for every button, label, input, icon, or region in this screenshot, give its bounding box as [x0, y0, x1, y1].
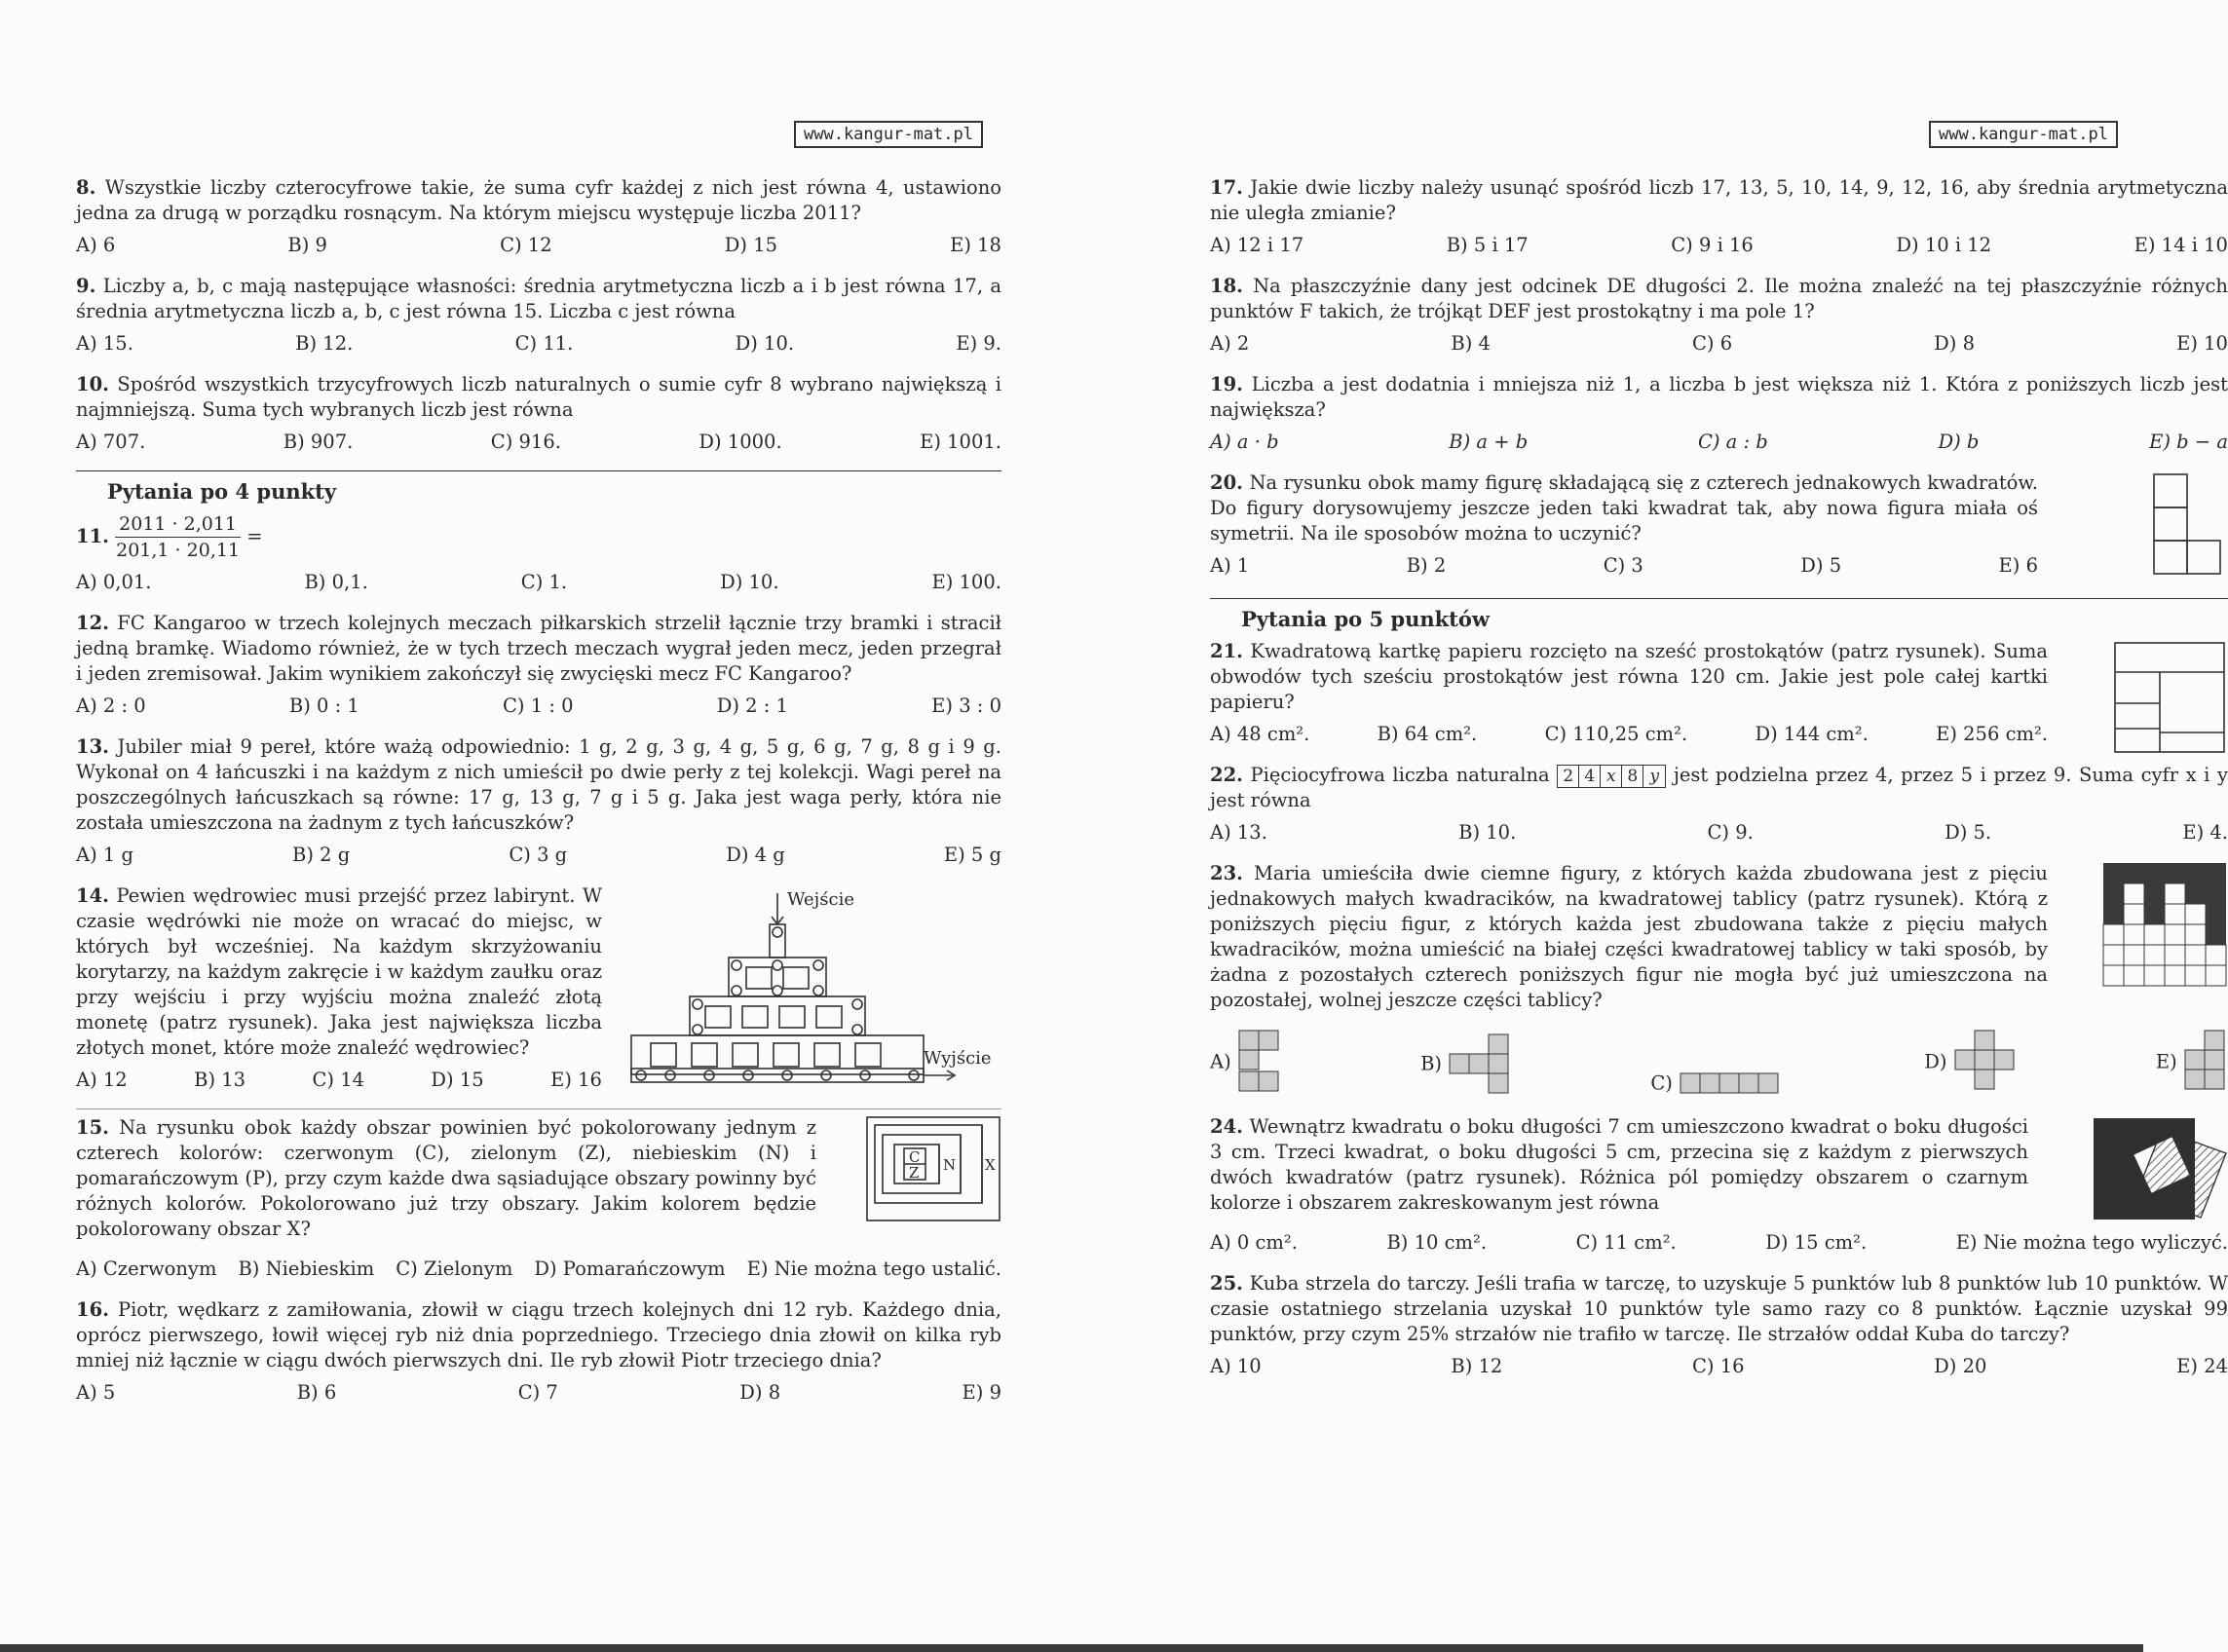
- entry-label: Wejście: [787, 889, 854, 910]
- section-5-points: Pytania po 5 punktów: [1210, 598, 2228, 631]
- answers-24: A) 0 cm². B) 10 cm². C) 11 cm². D) 15 cm². E) Nie można tego wyliczyć.: [1210, 1231, 2228, 1254]
- answers-21: A) 48 cm². B) 64 cm². C) 110,25 cm². D) 144 cm². E) 256 cm².: [1210, 723, 2048, 745]
- question-20-block: [1210, 470, 2228, 594]
- question-8: 8. Wszystkie liczby czterocyfrowe takie, że suma cyfr każdej z nich jest równa 4, ustawiono jedna za drugą w porządku rosnącym. Na którym miejscu występuje liczba 2011?: [76, 176, 1001, 224]
- question-24: 24. Wewnątrz kwadratu o boku długości 7 cm umieszczono kwadrat o boku długości 3 cm. Trzeci kwadrat, o boku długości 5 cm, przecina się z każdym z pierwszych dwóch kwadratów (patrz rysunek). Różnica pól pomiędzy obszarem o czarnym kolorze i obszarem zakreskowanym jest równa: [1210, 1115, 2028, 1214]
- pentomino-a: [1237, 1029, 1282, 1097]
- pentomino-c: [1679, 1071, 1786, 1097]
- option-e: E): [2156, 1029, 2228, 1097]
- question-25: 25. Kuba strzela do tarczy. Jeśli trafia w tarczę, to uzyskuje 5 punktów lub 8 punktów lub 10 punktów. W czasie ostatniego strzelania uzyskał 10 punktów tyle samo razy co 8 punktów. Łącznie uzyskał 99 punktów, przy czym 25% strzałów nie trafiło w tarczę. Ile strzałów oddał Kuba do tarczy?: [1210, 1272, 2228, 1345]
- question-18: 18. Na płaszczyźnie dany jest odcinek DE długości 2. Ile można znaleźć na tej płaszczyźnie różnych punktów F takich, że trójkąt DEF jest prostokątny i ma pole 1?: [1210, 275, 2228, 322]
- answers-16: A) 5 B) 6 C) 7 D) 8 E) 9: [76, 1381, 1001, 1404]
- left-page: [0, 0, 1072, 1652]
- option-b: B): [1420, 1032, 1512, 1097]
- answers-14: A) 12 B) 13 C) 14 D) 15 E) 16: [76, 1069, 602, 1091]
- labyrinth-figure: [631, 883, 1001, 1098]
- label-c: C: [909, 1148, 921, 1166]
- answers-22: A) 13. B) 10. C) 9. D) 5. E) 4.: [1210, 821, 2228, 844]
- question-15: 15. Na rysunku obok każdy obszar powinien być pokolorowany jednym z czterech kolorów: czerwonym (C), zielonym (Z), niebieskim (N) i pomarańczowym (P), przy czym każde dwa sąsiadujące obszary powinny być różnych kolorów. Pokolorowano już trzy obszary. Jakim kolorem będzie pokolorowany obszar X?: [76, 1116, 816, 1240]
- answers-25: A) 10 B) 12 C) 16 D) 20 E) 24: [1210, 1355, 2228, 1377]
- site-url: www.kangur-mat.pl: [794, 121, 983, 148]
- question-15-block: [76, 1108, 1001, 1250]
- label-z: Z: [909, 1164, 920, 1182]
- question-23-block: [1210, 861, 2228, 1021]
- question-24-block: [1210, 1114, 2228, 1223]
- answers-17: A) 12 i 17 B) 5 i 17 C) 9 i 16 D) 10 i 12 E) 14 i 10: [1210, 234, 2228, 256]
- question-21: 21. Kwadratową kartkę papieru rozcięto na sześć prostokątów (patrz rysunek). Suma obwodów tych sześciu prostokątów jest równa 120 cm. Jakie jest pole całej kartki papieru?: [1210, 640, 2048, 713]
- answers-20: A) 1 B) 2 C) 3 D) 5 E) 6: [1210, 554, 2038, 577]
- question-23: 23. Maria umieściła dwie ciemne figury, z których każda zbudowana jest z pięciu jednakowych małych kwadracików, na kwadratowej tablicy (patrz rysunek). Którą z poniższych pięciu figur, z których każda jest zbudowana także z pięciu małych kwadracików, można umieścić na białej części kwadratowej tablicy w taki sposób, by żadna z pozostałych czterech poniższych figur nie mogła być już umieszczona na pozostałej, wolnej jeszcze części tablicy?: [1210, 862, 2048, 1011]
- option-a: A): [1210, 1029, 1282, 1097]
- left-column: [76, 175, 1001, 1421]
- right-page: [1072, 0, 2228, 1652]
- pentomino-b: [1448, 1032, 1512, 1097]
- right-column: [1210, 175, 2228, 1395]
- fraction-11: $\frac{2011 \cdot 2,011}{201,1 \cdot 20,11}$: [116, 513, 241, 561]
- coloring-figure: [865, 1115, 1001, 1222]
- scan-bottom-edge: [0, 1644, 2143, 1652]
- question-11: 11. $\frac{2011 \cdot 2,011}{201,1 \cdot 20,11}$ =: [76, 513, 263, 561]
- question-14: 14. Pewien wędrowiec musi przejść przez labirynt. W czasie wędrówki nie może on wracać do miejsc, w których był wcześniej. Na każdym skrzyżowaniu korytarzy, na każdym zakręcie i w każdym zaułku oraz przy wejściu i przy wyjściu można znaleźć złotą monetę (patrz rysunek). Jaka jest największa liczba złotych monet, które może znaleźć wędrowiec?: [76, 884, 603, 1059]
- section-4-points: Pytania po 4 punkty: [76, 470, 1001, 504]
- label-n: N: [943, 1156, 957, 1174]
- four-squares-figure: [2150, 470, 2228, 578]
- question-17: 17. Jakie dwie liczby należy usunąć spośród liczb 17, 13, 5, 10, 14, 9, 12, 16, aby średnia arytmetyczna nie uległa zmianie?: [1210, 176, 2228, 224]
- answers-18: A) 2 B) 4 C) 6 D) 8 E) 10: [1210, 332, 2228, 355]
- option-d: D): [1924, 1029, 2017, 1097]
- question-14-block: [76, 883, 1001, 1108]
- question-13: 13. Jubiler miał 9 pereł, które ważą odpowiednio: 1 g, 2 g, 3 g, 4 g, 5 g, 6 g, 7 g, 8 g i 9 g. Wykonał on 4 łańcuszki i na każdym z nich umieścił po dwie perły z tej kolekcji. Wagi pereł na poszczególnych łańcuszkach są równe: 17 g, 13 g, 7 g i 5 g. Jaka jest waga perły, która nie została umieszczona na żadnym z tych łańcuszków?: [76, 735, 1001, 834]
- squares-figure: [2092, 1114, 2228, 1221]
- label-x: X: [985, 1156, 996, 1174]
- question-20: 20. Na rysunku obok mamy figurę składającą się z czterech jednakowych kwadratów. Do figury dorysowujemy jeszcze jeden taki kwadrat tak, aby nowa figura miała oś symetrii. Na ile sposobów można to uczynić?: [1210, 471, 2038, 544]
- question-22: 22. Pięciocyfrowa liczba naturalna 2 4 x 8 y jest podzielna przez 4, przez 5 i przez 9. Suma cyfr x i y jest równa: [1210, 764, 2228, 811]
- question-9: 9. Liczby a, b, c mają następujące własności: średnia arytmetyczna liczb a i b jest równa 17, a średnia arytmetyczna liczb a, b, c jest równa 15. Liczba c jest równa: [76, 275, 1001, 322]
- digit-boxes: 2 4 x 8 y: [1557, 765, 1666, 788]
- question-12: 12. FC Kangaroo w trzech kolejnych meczach piłkarskich strzelił łącznie trzy bramki i stracił jedną bramkę. Wiadomo również, że w tych trzech meczach wygrał jeden mecz, jeden przegrał i jeden zremisował. Jakim wynikiem zakończył się zwycięski mecz FC Kangaroo?: [76, 612, 1001, 685]
- question-21-block: [1210, 639, 2228, 763]
- question-19: 19. Liczba a jest dodatnia i mniejsza niż 1, a liczba b jest większa niż 1. Która z poniższych liczb jest największa?: [1210, 373, 2228, 421]
- site-url-right: www.kangur-mat.pl: [1929, 121, 2118, 148]
- answers-9: A) 15. B) 12. C) 11. D) 10. E) 9.: [76, 332, 1001, 355]
- question-16: 16. Piotr, wędkarz z zamiłowania, złowił w ciągu trzech kolejnych dni 12 ryb. Każdego dnia, oprócz pierwszego, łowił więcej ryb niż dnia poprzedniego. Trzeciego dnia złowił on kilka ryb mniej niż łącznie w ciągu dwóch pierwszych dni. Ile ryb złowił Piotr trzeciego dnia?: [76, 1298, 1001, 1371]
- question-10: 10. Spośród wszystkich trzycyfrowych liczb naturalnych o sumie cyfr 8 wybrano największą i najmniejszą. Suma tych wybranych liczb jest równa: [76, 373, 1001, 421]
- board-figure: [2101, 861, 2228, 988]
- exit-label: Wyjście: [924, 1048, 992, 1069]
- pentomino-d: [1953, 1029, 2018, 1097]
- answers-12: A) 2 : 0 B) 0 : 1 C) 1 : 0 D) 2 : 1 E) 3 : 0: [76, 695, 1001, 717]
- answers-8: A) 6 B) 9 C) 12 D) 15 E) 18: [76, 234, 1001, 256]
- answers-11: A) 0,01. B) 0,1. C) 1. D) 10. E) 100.: [76, 571, 1001, 593]
- option-c: C): [1650, 1071, 1786, 1097]
- answers-13: A) 1 g B) 2 g C) 3 g D) 4 g E) 5 g: [76, 844, 1001, 866]
- six-rectangles-figure: [2111, 639, 2228, 756]
- answers-19: A) a · b B) a + b C) a : b D) b E) b − a: [1210, 431, 2228, 453]
- options-23: [1210, 1029, 2228, 1097]
- answers-15: A) Czerwonym B) Niebieskim C) Zielonym D) Pomarańczowym E) Nie można tego ustalić.: [76, 1258, 1001, 1280]
- answers-10: A) 707. B) 907. C) 916. D) 1000. E) 1001.: [76, 431, 1001, 453]
- pentomino-e: [2183, 1029, 2228, 1097]
